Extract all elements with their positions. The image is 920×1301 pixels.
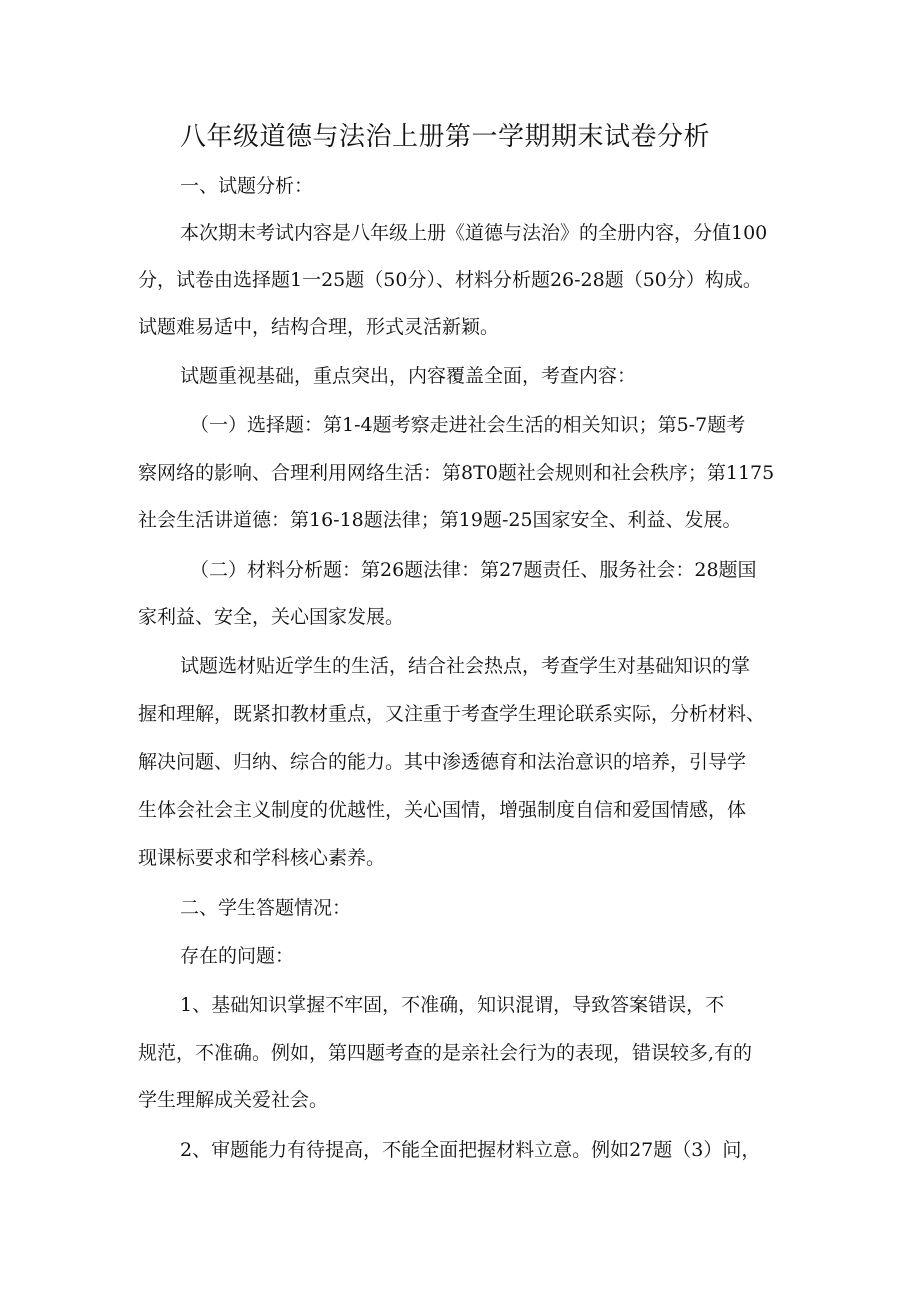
section-heading-answers: 二、学生答题情况： <box>180 897 352 919</box>
paragraph-line: （一）选择题：第1-4题考察走进社会生活的相关知识；第5-7题考 <box>190 414 746 436</box>
list-item-line: 学生理解成关爱社会。 <box>138 1089 329 1111</box>
subheading-problems: 存在的问题： <box>180 945 295 967</box>
document-title: 八年级道德与法治上册第一学期期末试卷分析 <box>180 122 711 152</box>
section-heading-analysis: 一、试题分析： <box>180 175 314 197</box>
list-item-line: 规范，不准确。例如，第四题考查的是亲社会行为的表现，错误较多,有的 <box>138 1042 753 1064</box>
paragraph-line: 试题难易适中，结构合理，形式灵活新颖。 <box>138 316 500 338</box>
list-item-line: 1、基础知识掌握不牢固，不准确，知识混谓，导致答案错误，不 <box>180 994 725 1016</box>
paragraph-line: 察网络的影响、合理利用网络生活：第8T0题社会规则和社会秩序；第1175 <box>138 462 775 484</box>
paragraph-line: 本次期末考试内容是八年级上册《道德与法治》的全册内容，分值100 <box>180 222 768 244</box>
paragraph-line: （二）材料分析题：第26题法律：第27题责任、服务社会：28题国 <box>190 559 757 581</box>
paragraph-line: 生体会社会主义制度的优越性，关心国情，增强制度自信和爱国情感，体 <box>138 799 747 821</box>
paragraph-line: 家利益、安全，关心国家发展。 <box>138 606 405 628</box>
paragraph-line: 现课标要求和学科核心素养。 <box>138 847 386 869</box>
list-item-line: 2、审题能力有待提高，不能全面把握材料立意。例如27题（3）问， <box>180 1139 761 1161</box>
paragraph-line: 分，试卷由选择题1一25题（50分）、材料分析题26-28题（50分）构成。 <box>138 269 762 291</box>
paragraph-line: 试题重视基础，重点突出，内容覆盖全面，考查内容： <box>180 365 637 387</box>
paragraph-line: 握和理解，既紧扣教材重点，又注重于考查学生理论联系实际，分析材料、 <box>138 703 766 725</box>
paragraph-line: 解决问题、归纳、综合的能力。其中渗透德育和法治意识的培养，引导学 <box>138 751 747 773</box>
paragraph-line: 试题选材贴近学生的生活，结合社会热点，考查学生对基础知识的掌 <box>180 655 751 677</box>
paragraph-line: 社会生活讲道德：第16-18题法律；第19题-25国家安全、利益、发展。 <box>138 509 742 531</box>
